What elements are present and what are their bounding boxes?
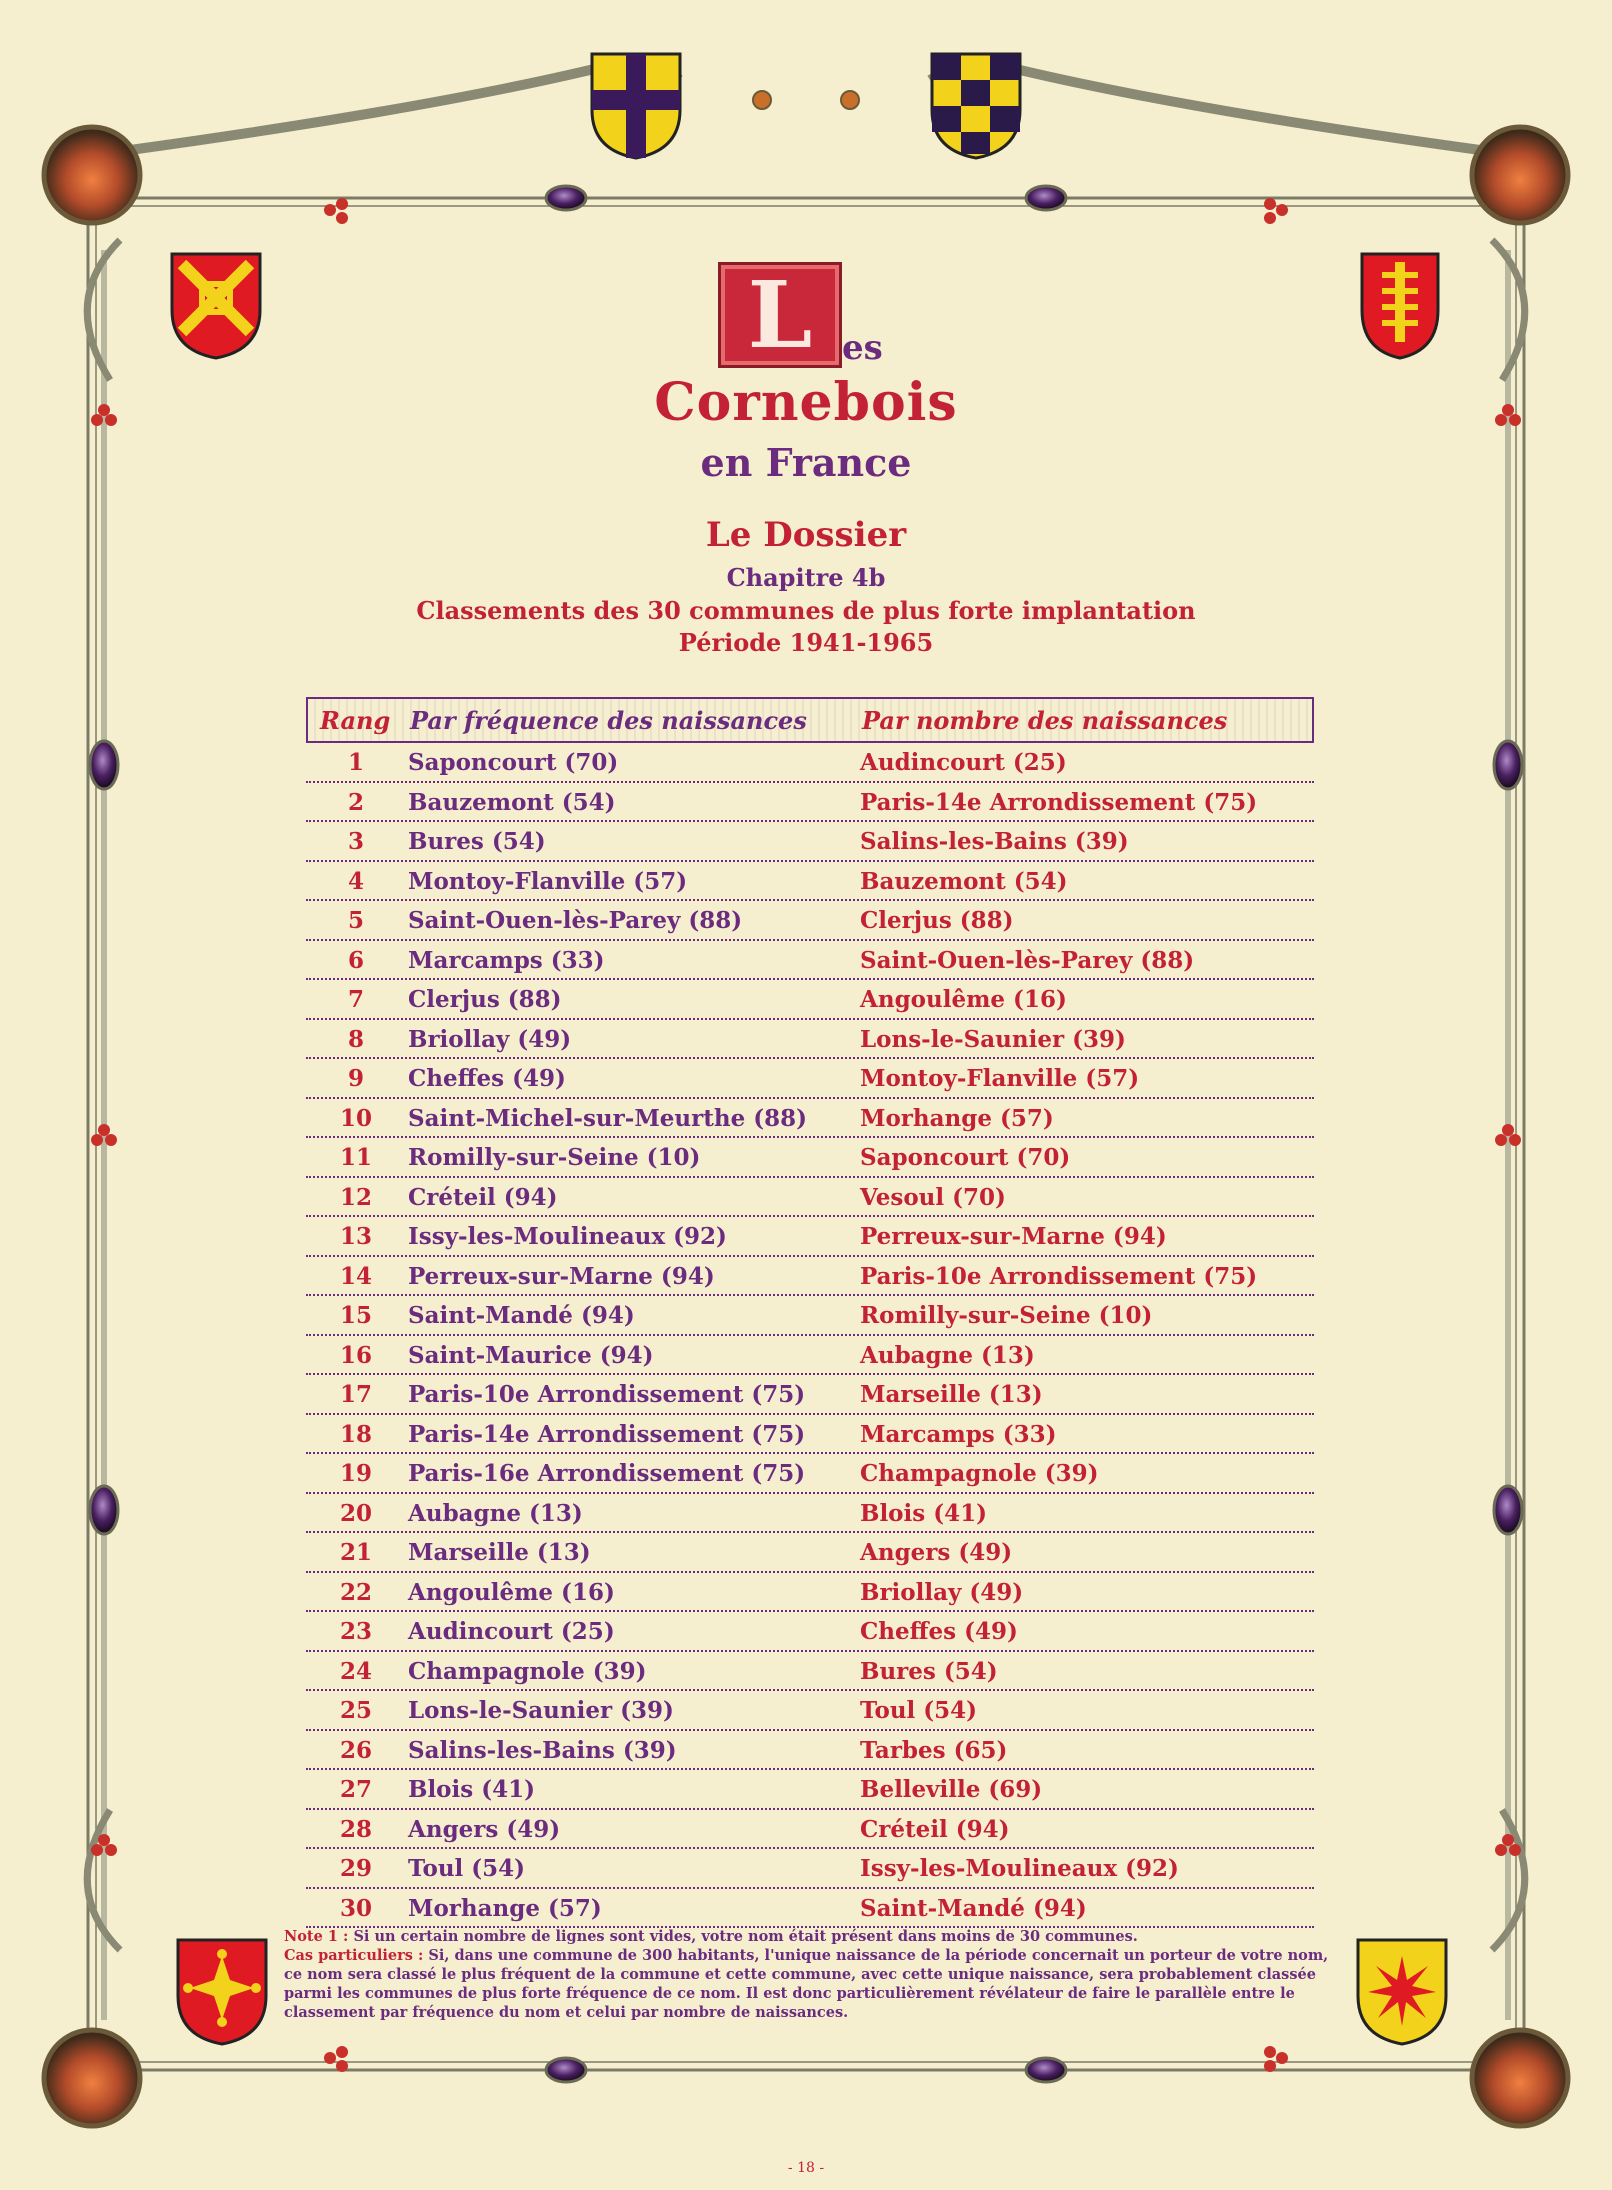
count-commune-cell: Champagnole (39)	[860, 1460, 1099, 1487]
table-row	[306, 901, 1314, 941]
table-row	[306, 1494, 1314, 1534]
count-commune-cell: Perreux-sur-Marne (94)	[860, 1223, 1167, 1250]
special-cases-label: Cas particuliers :	[284, 1947, 424, 1964]
count-commune-cell: Blois (41)	[860, 1499, 987, 1527]
table-row	[306, 1770, 1314, 1810]
family-name-title: Cornebois	[654, 372, 958, 433]
special-cases-note	[284, 1946, 1330, 2022]
count-commune-cell: Saint-Mandé (94)	[860, 1894, 1087, 1922]
frequency-commune-cell: Paris-16e Arrondissement (75)	[408, 1460, 806, 1487]
rank-cell: 21	[339, 1539, 372, 1566]
table-row	[306, 1217, 1314, 1257]
rank-cell: 4	[347, 867, 364, 895]
table-header	[306, 697, 1314, 743]
count-commune-cell: Cheffes (49)	[860, 1618, 1018, 1645]
dossier-title: Le Dossier	[705, 515, 907, 555]
frequency-commune-cell: Salins-les-Bains (39)	[408, 1736, 677, 1764]
table-row	[306, 1059, 1314, 1099]
page-number: - 18 -	[787, 2160, 825, 2176]
rank-cell: 7	[347, 986, 364, 1013]
table-row	[306, 1731, 1314, 1771]
count-commune-cell: Lons-le-Saunier (39)	[860, 1025, 1126, 1053]
table-row	[306, 1691, 1314, 1731]
table-row	[306, 1336, 1314, 1376]
rank-cell: 30	[339, 1894, 372, 1922]
count-commune-cell: Issy-les-Moulineaux (92)	[860, 1855, 1179, 1882]
count-commune-cell: Vesoul (70)	[860, 1183, 1006, 1211]
initial-tail: es	[842, 328, 883, 368]
table-row	[306, 980, 1314, 1020]
frequency-commune-cell: Morhange (57)	[408, 1894, 602, 1922]
rank-cell: 14	[339, 1262, 372, 1290]
frequency-commune-cell: Montoy-Flanville (57)	[408, 867, 688, 895]
header-frequency: Par fréquence des naissances	[410, 706, 807, 735]
count-commune-cell: Saponcourt (70)	[860, 1144, 1071, 1171]
chapter-label: Chapitre 4b	[726, 563, 886, 592]
frequency-commune-cell: Romilly-sur-Seine (10)	[408, 1144, 701, 1171]
ranking-table	[306, 697, 1314, 1928]
count-commune-cell: Bures (54)	[860, 1657, 998, 1685]
table-row	[306, 1178, 1314, 1218]
frequency-commune-cell: Saint-Maurice (94)	[408, 1341, 654, 1369]
table-row	[306, 1296, 1314, 1336]
coat-of-arms-bottom-right-icon	[1354, 1936, 1450, 2048]
header-rank: Rang	[320, 706, 391, 735]
count-commune-cell: Angoulême (16)	[860, 986, 1067, 1013]
frequency-commune-cell: Champagnole (39)	[408, 1657, 647, 1685]
count-commune-cell: Romilly-sur-Seine (10)	[860, 1302, 1153, 1329]
table-row	[306, 1138, 1314, 1178]
footnotes	[284, 1927, 1330, 2022]
table-row	[306, 1652, 1314, 1692]
count-commune-cell: Montoy-Flanville (57)	[860, 1065, 1140, 1092]
country-subtitle: en France	[700, 440, 912, 485]
frequency-commune-cell: Angoulême (16)	[408, 1578, 615, 1606]
frequency-commune-cell: Marseille (13)	[408, 1539, 591, 1566]
table-row	[306, 1810, 1314, 1850]
coat-of-arms-top-left-icon	[588, 50, 684, 162]
rank-cell: 24	[339, 1657, 372, 1685]
note-1-text: Si un certain nombre de lignes sont vides, votre nom était présent dans moins de 30 communes.	[348, 1928, 1138, 1945]
table-row	[306, 1889, 1314, 1929]
count-commune-cell: Aubagne (13)	[860, 1341, 1035, 1369]
rank-cell: 20	[339, 1499, 372, 1527]
rank-cell: 12	[339, 1183, 372, 1211]
count-commune-cell: Saint-Ouen-lès-Parey (88)	[860, 946, 1195, 974]
rank-cell: 3	[347, 828, 364, 855]
count-commune-cell: Paris-10e Arrondissement (75)	[860, 1262, 1258, 1290]
rank-cell: 17	[339, 1381, 372, 1408]
illuminated-initial: L	[718, 262, 842, 368]
rank-cell: 8	[347, 1025, 364, 1053]
rank-cell: 13	[339, 1223, 372, 1250]
frequency-commune-cell: Aubagne (13)	[408, 1499, 583, 1527]
frequency-commune-cell: Briollay (49)	[408, 1025, 572, 1053]
frequency-commune-cell: Bures (54)	[408, 828, 546, 855]
count-commune-cell: Briollay (49)	[860, 1578, 1024, 1606]
frequency-commune-cell: Lons-le-Saunier (39)	[408, 1697, 674, 1724]
rank-cell: 15	[339, 1302, 372, 1329]
count-commune-cell: Marcamps (33)	[860, 1420, 1057, 1448]
table-row	[306, 941, 1314, 981]
count-commune-cell: Angers (49)	[860, 1539, 1013, 1566]
ranking-subtitle: Classements des 30 communes de plus forte implantation	[416, 596, 1196, 625]
rank-cell: 29	[339, 1855, 372, 1882]
rank-cell: 11	[339, 1144, 372, 1171]
frequency-commune-cell: Cheffes (49)	[408, 1065, 566, 1092]
frequency-commune-cell: Paris-14e Arrondissement (75)	[408, 1420, 806, 1448]
table-row	[306, 1849, 1314, 1889]
coat-of-arms-right-icon	[1358, 250, 1442, 362]
coat-of-arms-bottom-left-icon	[174, 1936, 270, 2048]
special-cases-text: Si, dans une commune de 300 habitants, l'unique naissance de la période concernait un porteur de votre nom, ce nom sera classé le plus fréquent de la commune et cette commune, avec cette unique naissance, sera probablement classée parmi les communes de plus forte fréquence de ce nom. Il est donc particulièrement révélateur de faire le parallèle entre le classement par fréquence du nom et celui par nombre de naissances.	[284, 1947, 1329, 2021]
table-row	[306, 822, 1314, 862]
coat-of-arms-top-right-icon	[928, 50, 1024, 162]
table-row	[306, 1415, 1314, 1455]
count-commune-cell: Audincourt (25)	[860, 749, 1067, 776]
table-row	[306, 1257, 1314, 1297]
note-1-label: Note 1 :	[284, 1928, 349, 1945]
rank-cell: 10	[339, 1104, 372, 1132]
count-commune-cell: Toul (54)	[860, 1697, 978, 1724]
frequency-commune-cell: Audincourt (25)	[408, 1618, 615, 1645]
count-commune-cell: Clerjus (88)	[860, 907, 1014, 934]
frequency-commune-cell: Bauzemont (54)	[408, 788, 616, 816]
coat-of-arms-left-icon	[168, 250, 264, 362]
rank-cell: 16	[339, 1341, 372, 1369]
table-row	[306, 1533, 1314, 1573]
frequency-commune-cell: Toul (54)	[408, 1855, 526, 1882]
frequency-commune-cell: Saint-Mandé (94)	[408, 1302, 635, 1329]
rank-cell: 26	[339, 1736, 372, 1764]
rank-cell: 9	[347, 1065, 364, 1092]
rank-cell: 19	[339, 1460, 372, 1487]
count-commune-cell: Morhange (57)	[860, 1104, 1054, 1132]
table-row	[306, 1099, 1314, 1139]
table-row	[306, 743, 1314, 783]
rank-cell: 1	[347, 749, 364, 776]
rank-cell: 5	[347, 907, 364, 934]
rank-cell: 22	[339, 1578, 372, 1606]
frequency-commune-cell: Issy-les-Moulineaux (92)	[408, 1223, 727, 1250]
frequency-commune-cell: Blois (41)	[408, 1776, 535, 1803]
count-commune-cell: Salins-les-Bains (39)	[860, 828, 1129, 855]
table-body	[306, 743, 1314, 1928]
note-1	[284, 1927, 1330, 1946]
table-row	[306, 1573, 1314, 1613]
rank-cell: 6	[347, 946, 364, 974]
count-commune-cell: Bauzemont (54)	[860, 867, 1068, 895]
frequency-commune-cell: Angers (49)	[408, 1815, 561, 1843]
period-subtitle: Période 1941-1965	[678, 628, 934, 657]
frequency-commune-cell: Clerjus (88)	[408, 986, 562, 1013]
table-row	[306, 1612, 1314, 1652]
table-row	[306, 783, 1314, 823]
rank-cell: 25	[339, 1697, 372, 1724]
frequency-commune-cell: Perreux-sur-Marne (94)	[408, 1262, 715, 1290]
table-row	[306, 1454, 1314, 1494]
frequency-commune-cell: Créteil (94)	[408, 1183, 558, 1211]
frequency-commune-cell: Saint-Michel-sur-Meurthe (88)	[408, 1104, 808, 1132]
count-commune-cell: Paris-14e Arrondissement (75)	[860, 788, 1258, 816]
rank-cell: 2	[347, 788, 364, 816]
frequency-commune-cell: Marcamps (33)	[408, 946, 605, 974]
rank-cell: 18	[339, 1420, 372, 1448]
frequency-commune-cell: Saint-Ouen-lès-Parey (88)	[408, 907, 743, 934]
rank-cell: 23	[339, 1618, 372, 1645]
table-row	[306, 862, 1314, 902]
count-commune-cell: Belleville (69)	[860, 1776, 1043, 1803]
header-count: Par nombre des naissances	[862, 706, 1228, 735]
rank-cell: 27	[339, 1776, 372, 1803]
frequency-commune-cell: Saponcourt (70)	[408, 749, 619, 776]
table-row	[306, 1020, 1314, 1060]
rank-cell: 28	[339, 1815, 372, 1843]
count-commune-cell: Créteil (94)	[860, 1815, 1010, 1843]
count-commune-cell: Marseille (13)	[860, 1381, 1043, 1408]
count-commune-cell: Tarbes (65)	[860, 1736, 1008, 1764]
table-row	[306, 1375, 1314, 1415]
frequency-commune-cell: Paris-10e Arrondissement (75)	[408, 1381, 806, 1408]
